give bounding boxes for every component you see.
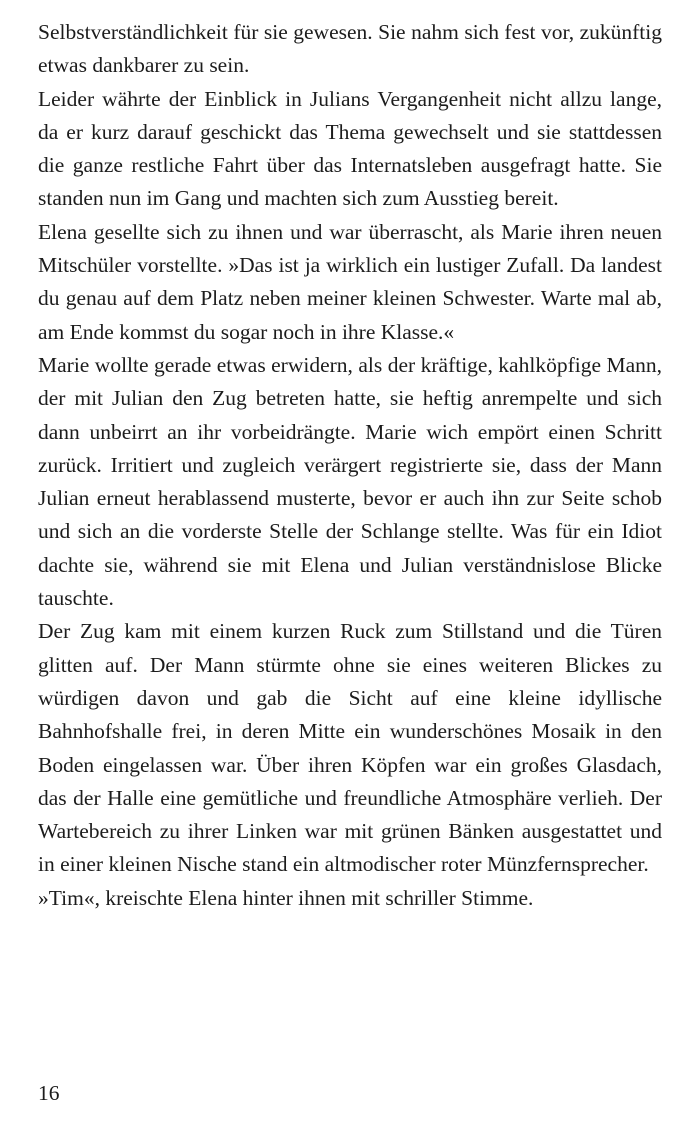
paragraph-2: Leider währte der Einblick in Julians Vergangenheit nicht allzu lange, da er kurz darauf geschickt das Thema gewechselt und sie stattdessen die ganze restliche Fahrt über das Internatsleben ausgefragt hatte. Sie standen nun im Gang und machten sich zum Ausstieg bereit. [38,86,662,211]
book-page-body [38,16,662,915]
paragraph-4: Marie wollte gerade etwas erwidern, als der kräftige, kahlköpfige Mann, der mit Julian den Zug betreten hatte, sie heftig anrempelte und sich dann unbeirrt an ihr vorbeidrängte. Marie wich empört einen Schritt zurück. Irritiert und zugleich verärgert registrierte sie, dass der Mann Julian erneut herablassend musterte, bevor er auch ihn zur Seite schob und sich an die vorderste Stelle der Schlange stellte. Was für ein Idiot dachte sie, während sie mit Elena und Julian verständnislose Blicke tauschte. [38,352,662,611]
paragraph-3: Elena gesellte sich zu ihnen und war überrascht, als Marie ihren neuen Mitschüler vorstellte. »Das ist ja wirklich ein lustiger Zufall. Da landest du genau auf dem Platz neben meiner kleinen Schwester. Warte mal ab, am Ende kommst du sogar noch in ihre Klasse.« [38,219,662,344]
page-number: 16 [38,1081,60,1105]
paragraph-5: Der Zug kam mit einem kurzen Ruck zum Stillstand und die Türen glitten auf. Der Mann stürmte ohne sie eines weiteren Blickes zu würdigen davon und gab die Sicht auf eine kleine idyllische Bahnhofshalle frei, in deren Mitte ein wunderschönes Mosaik in den Boden eingelassen war. Über ihren Köpfen war ein großes Glasdach, das der Halle eine gemütliche und freundliche Atmosphäre verlieh. Der Wartebereich zu ihrer Linken war mit grünen Bänken ausgestattet und in einer kleinen Nische stand ein altmodischer roter Münzfernsprecher. [38,619,662,877]
paragraph-1: Selbstverständlichkeit für sie gewesen. Sie nahm sich fest vor, zukünftig etwas dankbarer zu sein. [38,20,662,78]
paragraph-6: »Tim«, kreischte Elena hinter ihnen mit schriller Stimme. [38,885,534,910]
